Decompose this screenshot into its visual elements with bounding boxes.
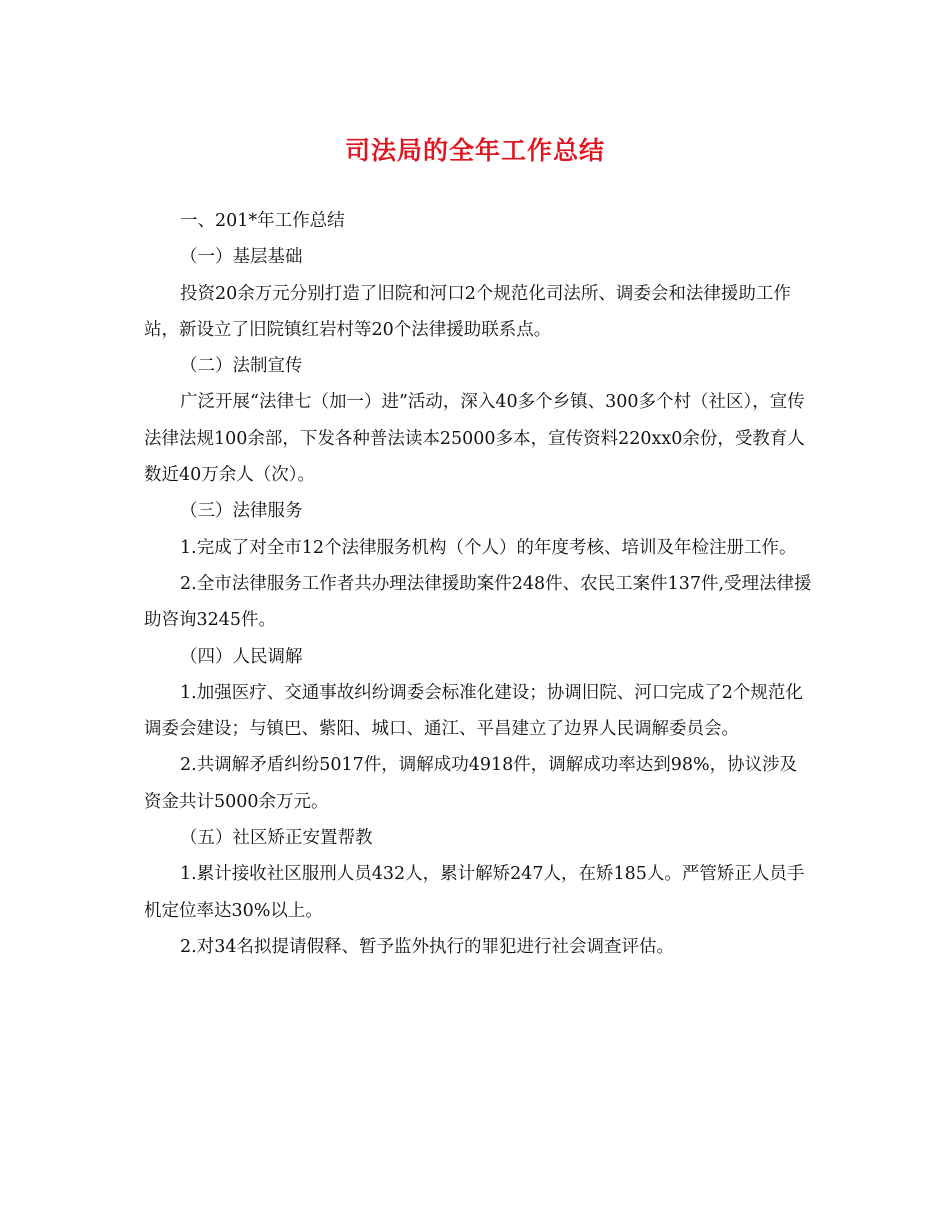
document-body — [144, 203, 814, 965]
paragraph-legal-services-2: 2.全市法律服务工作者共办理法律援助案件248件、农民工案件137件,受理法律援助咨询3245件。 — [144, 573, 812, 631]
paragraph-legal-services-1: 1.完成了对全市12个法律服务机构（个人）的年度考核、培训及年检注册工作。 — [180, 537, 797, 558]
paragraph-mediation-1: 1.加强医疗、交通事故纠纷调委会标准化建设；协调旧院、河口完成了2个规范化调委会建设；与镇巴、紫阳、城口、通江、平昌建立了边界人民调解委员会。 — [144, 682, 803, 740]
subsection-heading-mediation: （四）人民调解 — [180, 646, 303, 667]
paragraph-publicity: 广泛开展“法律七（加一）进”活动，深入40多个乡镇、300多个村（社区），宣传法律法规100余部，下发各种普法读本25000多本，宣传资料220xx0余份，受教育人数近40万余人（次）。 — [144, 392, 805, 486]
paragraph-correction-1: 1.累计接收社区服刑人员432人，累计解矫247人，在矫185人。严管矫正人员手机定位率达30%以上。 — [144, 864, 805, 921]
document-title: 司法局的全年工作总结 — [344, 136, 605, 165]
section-heading-1: 一、201*年工作总结 — [180, 211, 345, 231]
subsection-heading-legal-services: （三）法律服务 — [180, 501, 303, 522]
subsection-heading-correction: （五）社区矫正安置帮教 — [180, 828, 373, 849]
subsection-heading-publicity: （二）法制宣传 — [180, 356, 303, 377]
paragraph-correction-2: 2.对34名拟提请假释、暂予监外执行的罪犯进行社会调查评估。 — [180, 936, 674, 957]
paragraph-mediation-2: 2.共调解矛盾纠纷5017件，调解成功4918件，调解成功率达到98%，协议涉及资金共计5000余万元。 — [144, 755, 798, 812]
subsection-heading-basic: （一）基层基础 — [180, 247, 303, 268]
paragraph-basic: 投资20余万元分别打造了旧院和河口2个规范化司法所、调委会和法律援助工作站，新设立了旧院镇红岩村等20个法律援助联系点。 — [144, 283, 791, 340]
